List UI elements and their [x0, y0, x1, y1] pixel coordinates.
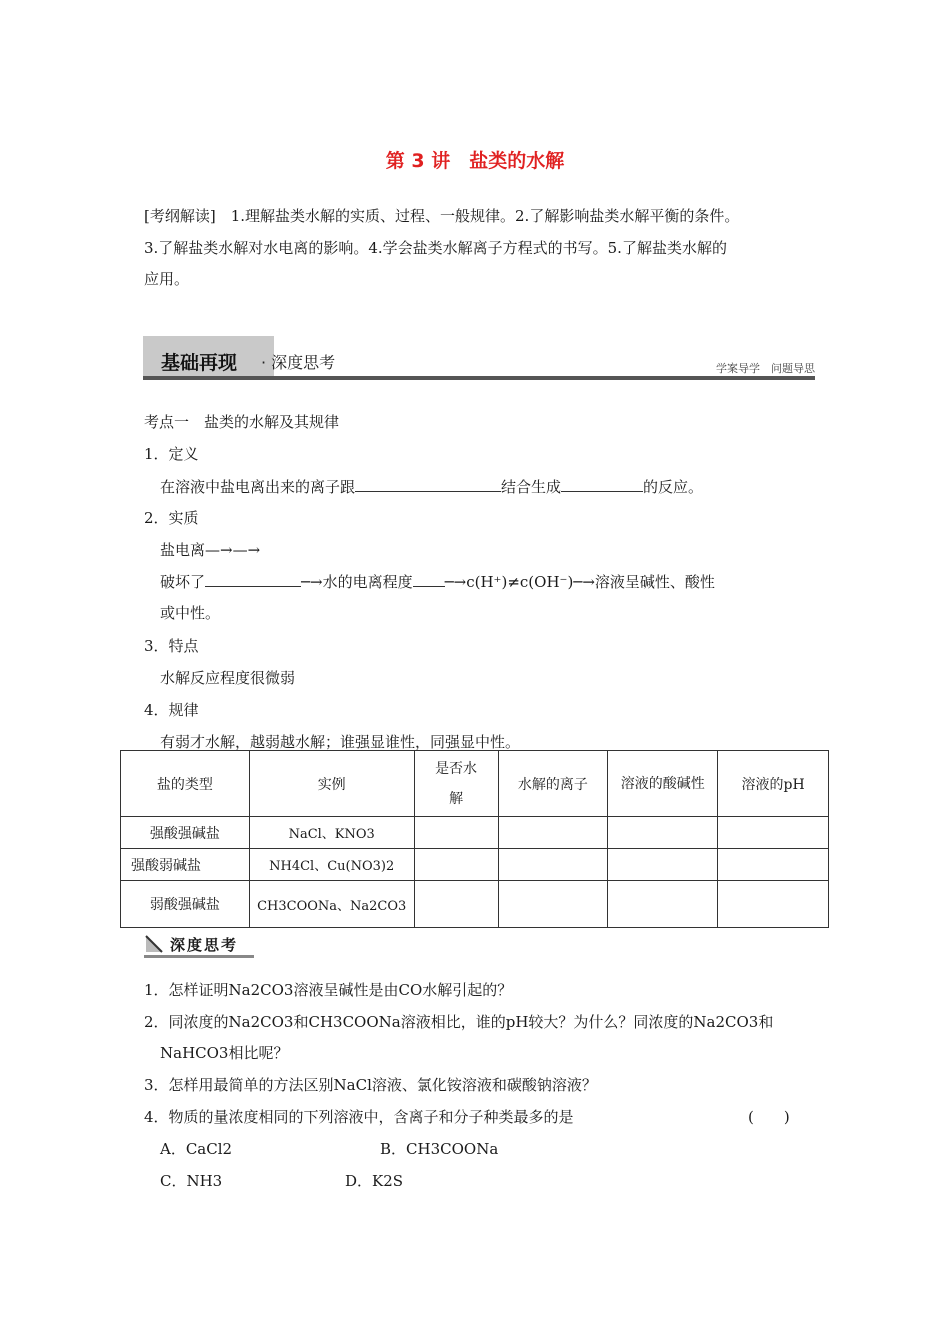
cell-blank[interactable] [608, 849, 718, 881]
fill-blank-2[interactable] [561, 477, 643, 492]
cell-blank[interactable] [718, 849, 829, 881]
cell-blank[interactable] [498, 881, 608, 928]
syllabus-line-3: 应用。 [144, 270, 190, 288]
cell-salt-type: 强酸强碱盐 [121, 817, 250, 849]
deep-thinking-rule [144, 955, 254, 958]
fill-blank-3[interactable] [205, 572, 301, 587]
essence-part-2: ─→水的电离程度 [301, 573, 413, 591]
table-header-row [121, 751, 829, 817]
essence-line-2 [160, 572, 715, 592]
section-header [143, 336, 815, 382]
cell-blank[interactable] [498, 849, 608, 881]
definition-part-2: 结合生成 [501, 478, 562, 496]
cell-blank[interactable] [414, 881, 498, 928]
deep-thinking-label: 深度思考 [170, 936, 239, 954]
fill-blank-1[interactable] [355, 477, 501, 492]
section-title: 基础再现 [161, 352, 238, 374]
question-2-line-1: 2．同浓度的Na2CO3和CH3COONa溶液相比，谁的pH较大？为什么？同浓度的Na2CO3和 [144, 1013, 774, 1031]
question-2-line-2: NaHCO3相比呢？ [160, 1044, 289, 1062]
cell-blank[interactable] [718, 817, 829, 849]
option-c: C．NH3 [160, 1172, 223, 1190]
definition-part-1: 在溶液中盐电离出来的离子跟 [160, 478, 356, 496]
cell-example: NH4Cl、Cu(NO3)2 [249, 849, 414, 881]
feature-text: 水解反应程度很微弱 [160, 669, 296, 687]
option-b: B．CH3COONa [380, 1140, 499, 1158]
rule-text: 有弱才水解，越弱越水解；谁强显谁性，同强显中性。 [160, 733, 521, 751]
syllabus-line-2: 3.了解盐类水解对水电离的影响。4.学会盐类水解离子方程式的书写。5.了解盐类水解的 [144, 239, 727, 257]
question-1: 1．怎样证明Na2CO3溶液呈碱性是由CO水解引起的？ [144, 981, 513, 999]
essence-title: 2．实质 [144, 509, 199, 527]
question-4: 4．物质的量浓度相同的下列溶液中，含离子和分子种类最多的是 [144, 1108, 574, 1126]
essence-line-3: 或中性。 [160, 604, 221, 622]
answer-parentheses[interactable]: ( ) [748, 1108, 790, 1126]
header-salt-type: 盐的类型 [121, 751, 250, 817]
cell-salt-type: 强酸弱碱盐 [121, 849, 250, 881]
feature-title: 3．特点 [144, 637, 199, 655]
option-d: D．K2S [345, 1172, 404, 1190]
cell-blank[interactable] [498, 817, 608, 849]
section-tagline: 学案导学 问题导思 [716, 362, 815, 375]
definition-part-3: 的反应。 [643, 478, 704, 496]
cell-blank[interactable] [608, 817, 718, 849]
cell-blank[interactable] [718, 881, 829, 928]
header-ph: 溶液的pH [718, 751, 829, 817]
rule-title: 4．规律 [144, 701, 199, 719]
fill-blank-4[interactable] [413, 572, 445, 587]
corner-triangle-icon [144, 934, 164, 954]
section-subtitle: · 深度思考 [261, 353, 336, 372]
cell-salt-type: 弱酸强碱盐 [121, 881, 250, 928]
cell-blank[interactable] [608, 881, 718, 928]
kaodian-heading: 考点一 盐类的水解及其规律 [144, 413, 340, 431]
option-a: A．CaCl2 [160, 1140, 233, 1158]
deep-thinking-header [144, 933, 254, 957]
header-example: 实例 [249, 751, 414, 817]
salt-hydrolysis-table [120, 750, 829, 928]
essence-part-1: 破坏了 [160, 573, 206, 591]
syllabus-line-1: [考纲解读] 1.理解盐类水解的实质、过程、一般规律。2.了解影响盐类水解平衡的条件。 [144, 207, 740, 225]
question-3: 3．怎样用最简单的方法区别NaCl溶液、氯化铵溶液和碳酸钠溶液？ [144, 1076, 597, 1094]
cell-blank[interactable] [414, 849, 498, 881]
table-row [121, 881, 829, 928]
header-acidity: 溶液的酸碱性 [608, 751, 718, 817]
header-hydrolyzed-ion: 水解的离子 [498, 751, 608, 817]
cell-example: CH3COONa、Na2CO3 [249, 881, 414, 928]
cell-blank[interactable] [414, 817, 498, 849]
section-header-rule [143, 376, 815, 380]
essence-line-1: 盐电离—→—→ [160, 541, 261, 559]
header-hydrolyzes: 是否水解 [414, 751, 498, 817]
essence-part-3: ─→c(H⁺)≠c(OH⁻)─→溶液呈碱性、酸性 [444, 573, 715, 591]
lesson-title: 第 3 讲 盐类的水解 [385, 150, 565, 172]
table-row [121, 849, 829, 881]
definition-title: 1．定义 [144, 445, 199, 463]
definition-text [160, 477, 703, 497]
table-row [121, 817, 829, 849]
cell-example: NaCl、KNO3 [249, 817, 414, 849]
